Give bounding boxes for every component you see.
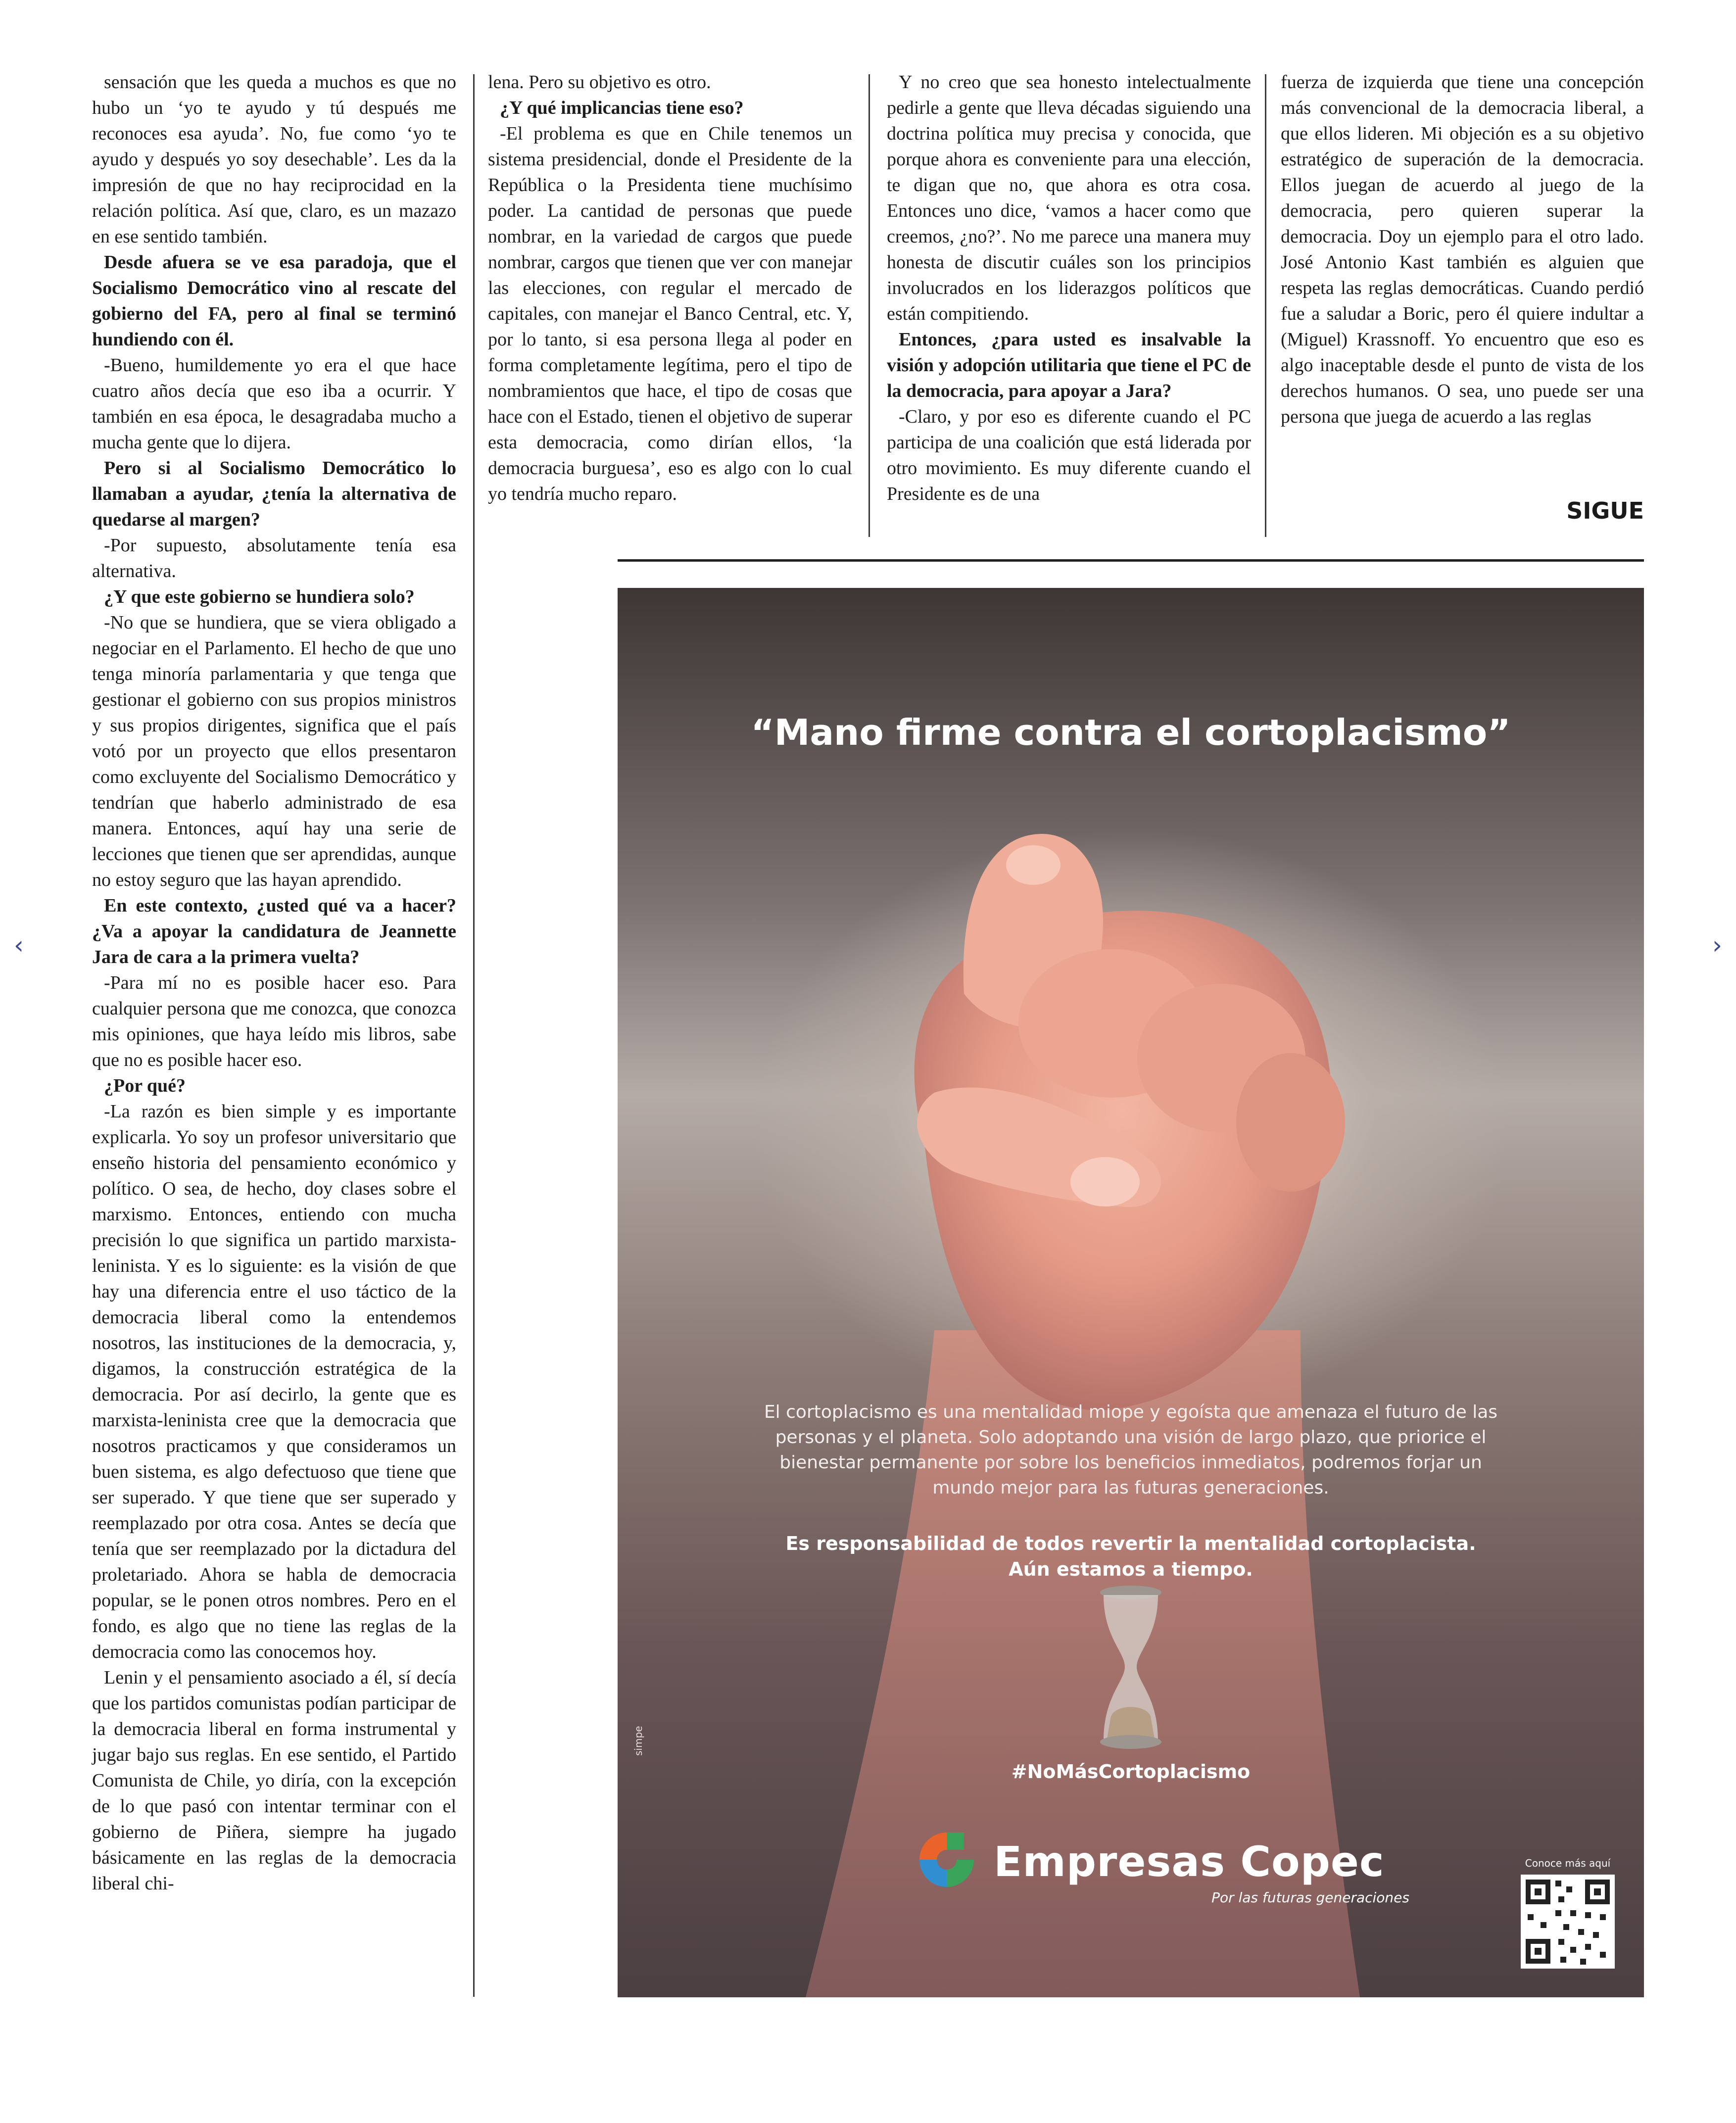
article-column-2: [488, 69, 852, 507]
ad-hashtag: #NoMásCortoplacismo: [1011, 1761, 1251, 1783]
ad-cta-line-1: Es responsabilidad de todos revertir la mentalidad cortoplacista.: [785, 1533, 1476, 1554]
interview-question: ¿Y qué implicancias tiene eso?: [500, 97, 744, 118]
article-paragraph: fuerza de izquierda que tiene una concepción más convencional de la democracia liberal, a que ellos lideren. Mi objeción es a su objetivo estratégico de superación de la democracia. Ellos juegan de acuerdo al juego de la democracia, pero quieren superar la democracia. Doy un ejemplo para el otro lado. José Antonio Kast también es alguien que respeta las reglas democráticas. Cuando perdió fue a saludar a Boric, pero él quiere indultar a (Miguel) Krassnoff. Yo encuentro que eso es algo inaceptable desde el punto de vista de los derechos humanos. O sea, uno puede ser una persona que juega de acuerdo a las reglas: [1281, 72, 1644, 427]
qr-code-icon[interactable]: [1521, 1875, 1615, 1969]
column-divider: [473, 74, 475, 1997]
prev-page-icon[interactable]: ‹: [14, 931, 24, 960]
ad-agency-credit: simpe: [632, 1726, 644, 1756]
article-paragraph: -Claro, y por eso es diferente cuando el PC participa de una coalición que está liderada por otro movimiento. Es muy diferente cuando el Presidente es de una: [887, 406, 1251, 504]
article-paragraph: sensación que les queda a muchos es que no hubo un ‘yo te ayudo y tú después me reconoces esa ayuda’. No, fue como ‘yo te ayudo y después yo soy desechable’. Les da la impresión de que no hay reciprocidad en la relación política. Así que, claro, es un mazazo en ese sentido también.: [92, 72, 456, 247]
ad-brand-slogan: Por las futuras generaciones: [1211, 1889, 1409, 1906]
interview-question: En este contexto, ¿usted qué va a hacer? ¿Va a apoyar la candidatura de Jeannette Jara de cara a la primera vuelta?: [92, 895, 456, 967]
column-divider: [868, 74, 870, 537]
ad-call-to-action: [746, 1531, 1515, 1582]
ad-brand-name: Empresas Copec: [994, 1837, 1385, 1886]
article-paragraph: -Bueno, humildemente yo era el que hace cuatro años decía que eso iba a ocurrir. Y también en esa época, le desagradaba mucho a mucha gente que lo dijera.: [92, 355, 456, 453]
advertisement: [618, 588, 1644, 1997]
fist-photo: [618, 588, 1644, 1997]
interview-question: ¿Por qué?: [104, 1075, 186, 1096]
next-page-icon[interactable]: ›: [1712, 931, 1722, 960]
article-paragraph: -El problema es que en Chile tenemos un sistema presidencial, donde el Presidente de la República o la Presidenta tiene muchísimo poder. La cantidad de personas que puede nombrar, en la variedad de cargos que puede nombrar, cargos que tienen que ver con manejar las elecciones, con regular el mercado de capitales, con manejar el Banco Central, etc. Y, por lo tanto, si esa persona llega al poder en forma completamente legítima, pero el tipo de nombramientos que hace, el tipo de cosas que hace con el Estado, tienen el objetivo de superar esta democracia, como dirían ellos, ‘la democracia burguesa’, eso es algo con lo cual yo tendría mucho reparo.: [488, 123, 852, 504]
column-divider: [1265, 74, 1266, 537]
article-paragraph: -La razón es bien simple y es importante explicarla. Yo soy un profesor universitario que enseño historia del pensamiento económico y político. O sea, de hecho, doy clases sobre el marxismo. Entonces, entiendo con mucha precisión lo que significa un partido marxista-leninista. Y es lo siguiente: es la visión de que hay una diferencia entre el uso táctico de la democracia liberal como la entendemos nosotros, las instituciones de la democracia, y, digamos, la construcción estratégica de la democracia. Por así decirlo, la gente que es marxista-leninista cree que la democracia que nosotros practicamos y que consideramos un buen sistema, es algo defectuoso que tiene que ser superado. Y que tiene que ser superado y reemplazado por otra cosa. Antes se decía que tenía que ser reemplazado por la dictadura del proletariado. Ahora se habla de democracia popular, se le ponen otros nombres. Pero en el fondo, es algo que no tiene las reglas de la democracia como las conocemos hoy.: [92, 1101, 456, 1662]
article-paragraph: -Para mí no es posible hacer eso. Para cualquier persona que me conozca, que conozca mis opiniones, que haya leído mis libros, sabe que no es posible hacer eso.: [92, 972, 456, 1070]
article-paragraph: lena. Pero su objetivo es otro.: [488, 72, 711, 93]
interview-question: ¿Y que este gobierno se hundiera solo?: [104, 586, 415, 607]
ad-headline: “Mano firme contra el cortoplacismo”: [751, 712, 1511, 753]
qr-label: Conoce más aquí: [1525, 1857, 1611, 1869]
interview-question: Entonces, ¿para usted es insalvable la visión y adopción utilitaria que tiene el PC de la democracia, para apoyar a Jara?: [887, 329, 1251, 401]
article-paragraph: Lenin y el pensamiento asociado a él, sí decía que los partidos comunistas podían participar de la democracia liberal en forma instrumental y jugar bajo sus reglas. En ese sentido, el Partido Comunista de Chile, yo diría, con la excepción de lo que pasó con intentar terminar con el gobierno de Piñera, siempre ha jugado básicamente en las reglas de la democracia liberal chi-: [92, 1667, 456, 1894]
article-column-3: [887, 69, 1251, 507]
interview-question: Desde afuera se ve esa paradoja, que el Socialismo Democrático vino al rescate del gobierno del FA, pero al final se terminó hundiendo con él.: [92, 252, 456, 350]
article-paragraph: -No que se hundiera, que se viera obligado a negociar en el Parlamento. El hecho de que uno tenga minoría parlamentaria y que tenga que gestionar el gobierno con sus propios ministros y sus propios dirigentes, significa que el país votó por un proyecto que ellos presentaron como excluyente del Socialismo Democrático y tendrían que haberlo administrado de esa manera. Entonces, aquí hay una serie de lecciones que tienen que ser aprendidas, aunque no estoy seguro que las hayan aprendido.: [92, 612, 456, 890]
ad-top-rule: [618, 559, 1644, 562]
interview-question: Pero si al Socialismo Democrático lo llamaban a ayudar, ¿tenía la alternativa de quedarse al margen?: [92, 458, 456, 530]
ad-cta-line-2: Aún estamos a tiempo.: [1009, 1558, 1253, 1580]
article-column-1: [92, 69, 456, 1896]
copec-logo-icon: [915, 1828, 979, 1892]
article-column-4: [1281, 69, 1644, 430]
article-paragraph: Y no creo que sea honesto intelectualmente pedirle a gente que lleva décadas siguiendo una doctrina política muy precisa y conocida, que porque ahora es conveniente para una elección, te digan que no, que ahora es otra cosa. Entonces uno dice, ‘vamos a hacer como que creemos, ¿no?’. No me parece una manera muy honesta de discutir cuáles son los principios involucrados en los liderazgos políticos que están compitiendo.: [887, 72, 1251, 324]
article-paragraph: -Por supuesto, absolutamente tenía esa alternativa.: [92, 535, 456, 581]
ad-body-text: El cortoplacismo es una mentalidad miope y egoísta que amenaza el futuro de las personas y el planeta. Solo adoptando una visión de largo plazo, que priorice el bienestar permanente por sobre los beneficios inmediatos, podremos forjar un mundo mejor para las futuras generaciones.: [764, 1402, 1498, 1498]
continues-label: SIGUE: [1566, 497, 1644, 524]
